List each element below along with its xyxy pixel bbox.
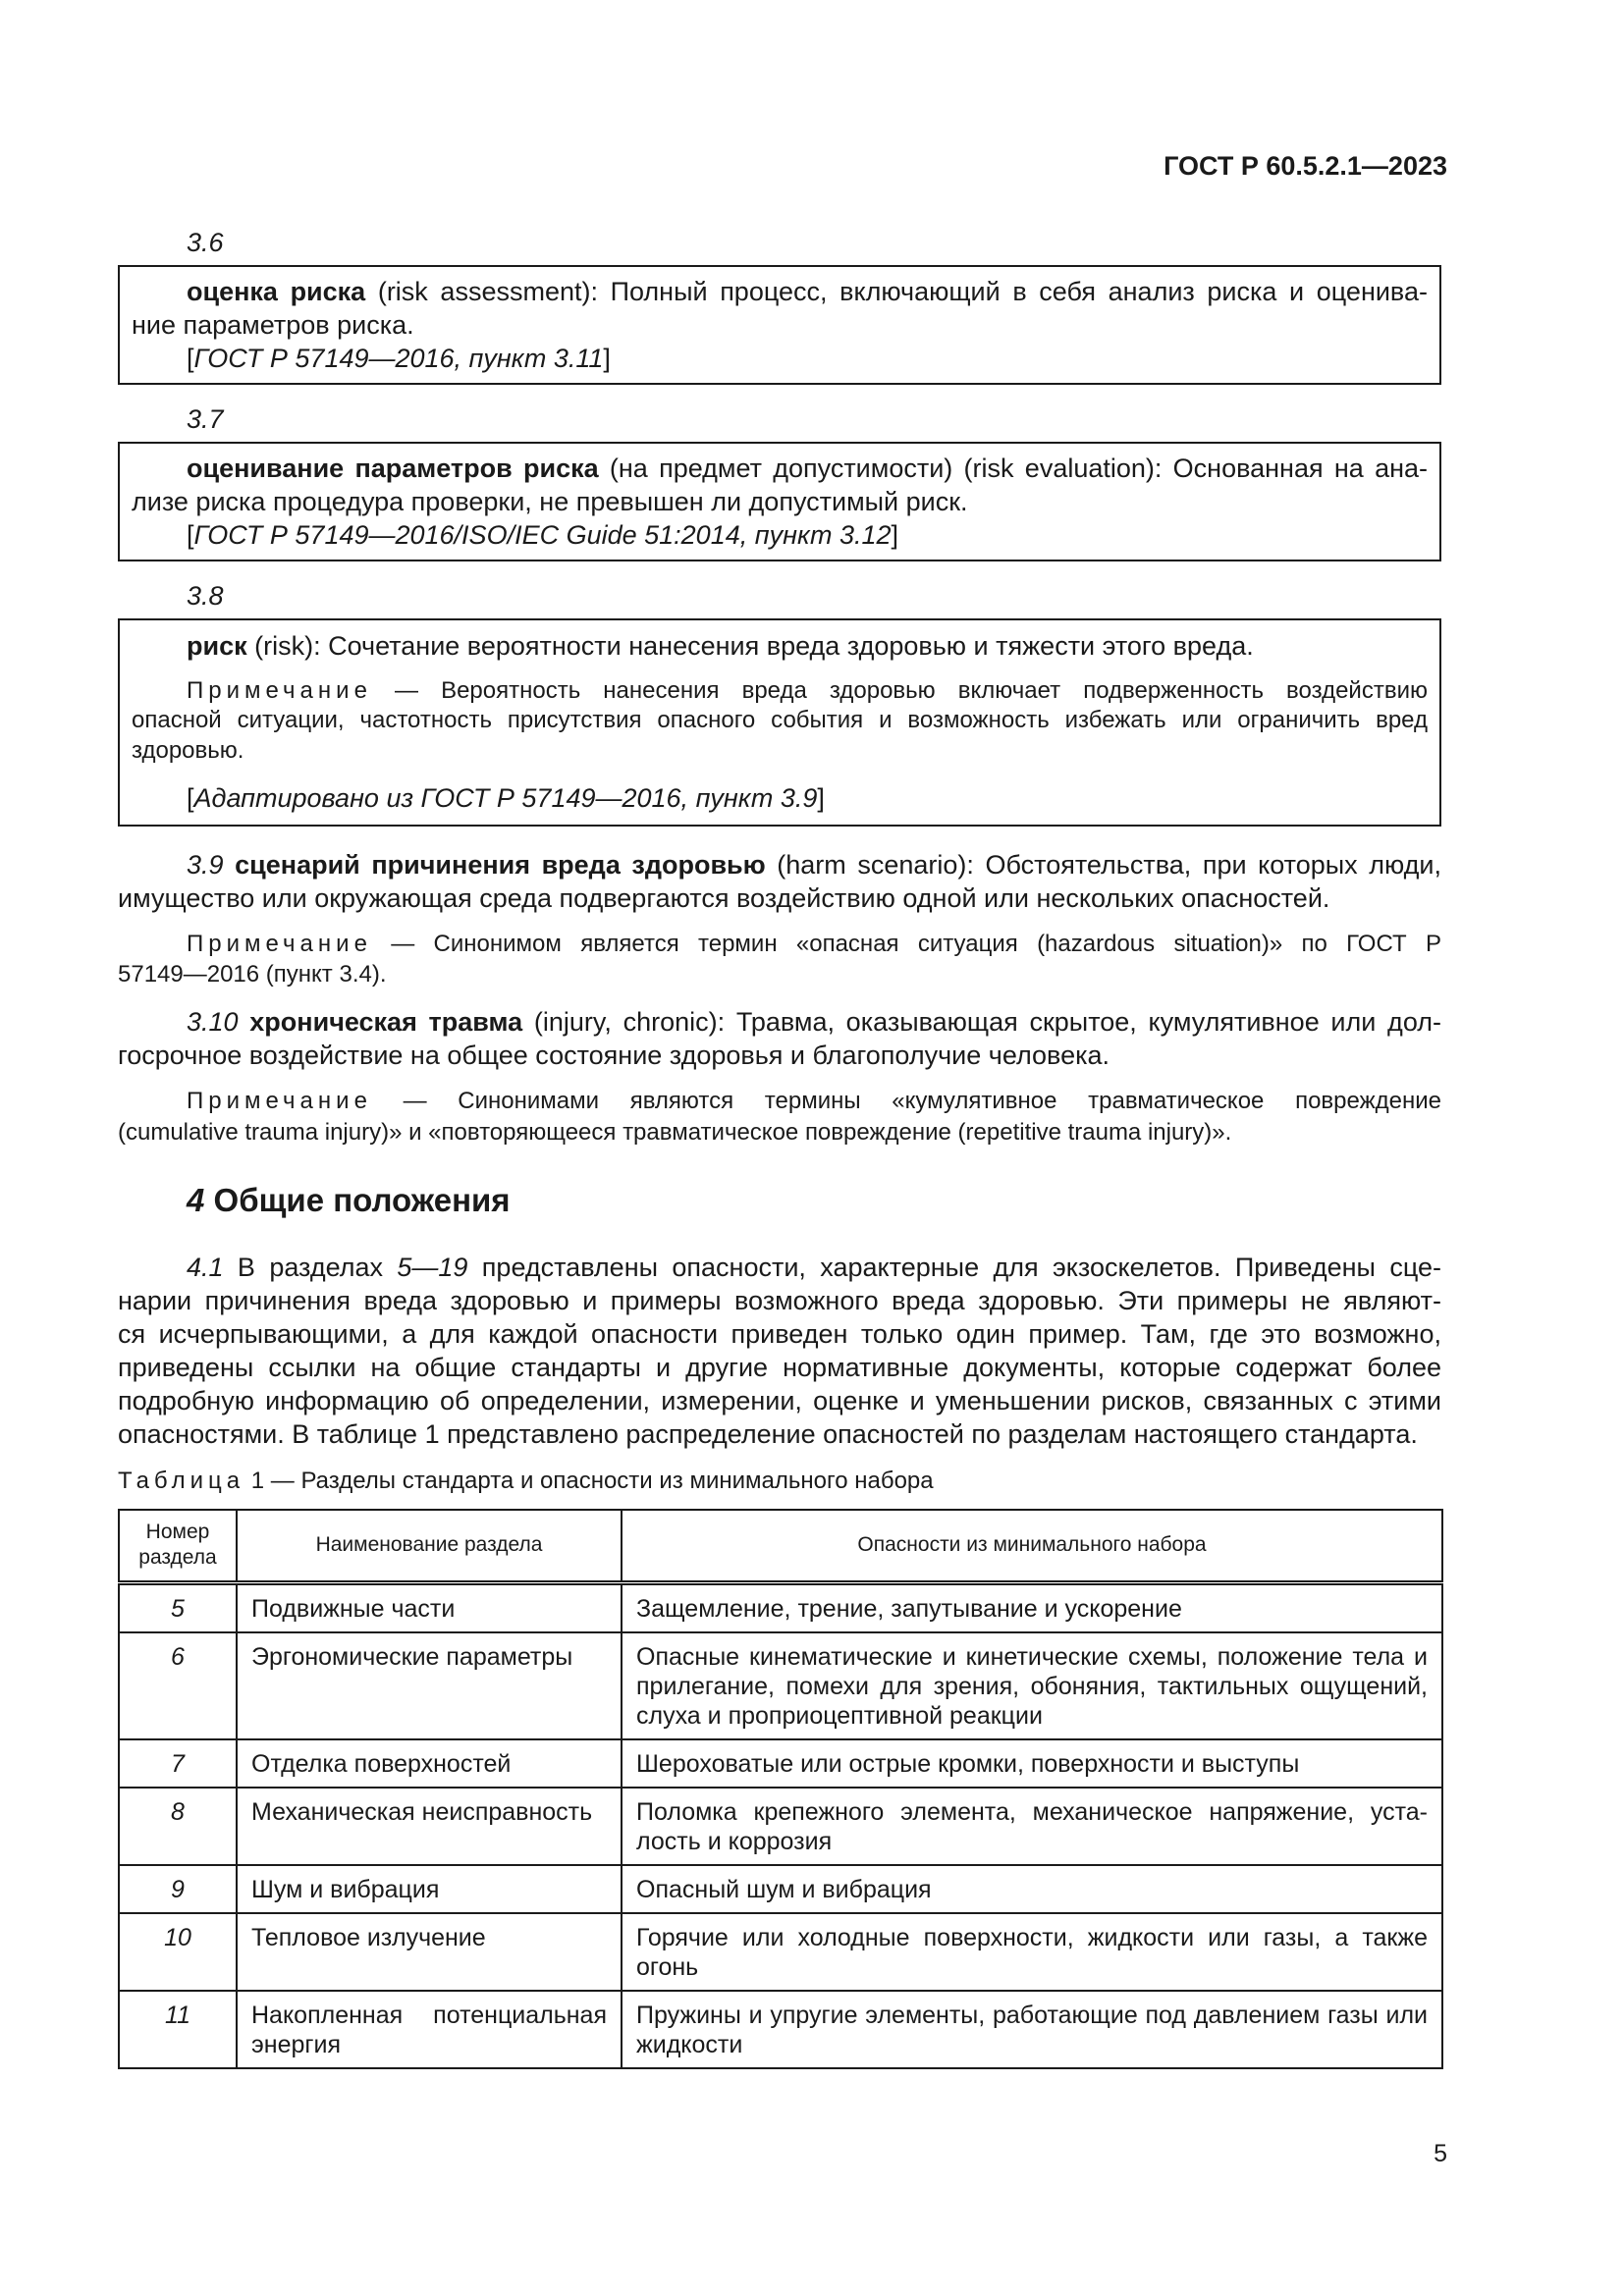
definition-line	[187, 850, 1441, 881]
table-row	[119, 1991, 1442, 2068]
table-caption-text: 1 — Разделы стандарта и опасности из минимального набора	[244, 1468, 934, 1494]
note-line: опасной ситуации, частотность присутствия опасного события и возможность избежать или ограничить вред	[132, 707, 1428, 733]
paragraph-number: 4.1	[187, 1253, 224, 1282]
term-definition-text: (risk): Сочетание вероятности нанесения вреда здоровью и тяжести этого вреда.	[246, 631, 1254, 661]
term-reference-text: Адаптировано из ГОСТ Р 57149—2016, пункт 3.9	[193, 783, 818, 813]
section-number: 4	[187, 1182, 205, 1218]
term-reference-text: ГОСТ Р 57149—2016/ISO/IEC Guide 51:2014, пункт 3.12	[193, 520, 892, 550]
definition-number: 3.10	[187, 1007, 239, 1037]
note-line: 57149—2016 (пункт 3.4).	[118, 961, 387, 988]
section-number-cell: 7	[119, 1739, 237, 1788]
column-header: Наименование раздела	[237, 1510, 622, 1582]
section-number-cell: 11	[119, 1991, 237, 2068]
term-definition-text: (risk assessment): Полный процесс, включающий в себя анализ риска и оценива-	[365, 277, 1428, 306]
sections-table	[118, 1509, 1443, 2069]
paragraph-line: нарии причинения вреда здоровью и примеры возможного вреда здоровью. Эти примеры не являют-	[118, 1286, 1441, 1315]
document-header: ГОСТ Р 60.5.2.1—2023	[1164, 151, 1447, 181]
hazards-cell: Поломка крепежного элемента, механическое напряжение, уста-лость и коррозия	[622, 1788, 1442, 1865]
section-number-cell: 6	[119, 1632, 237, 1739]
table-row	[119, 1582, 1442, 1632]
section-number-cell: 8	[119, 1788, 237, 1865]
term-reference: [ГОСТ Р 57149—2016, пункт 3.11]	[187, 344, 611, 373]
paragraph-line: опасностями. В таблице 1 представлено распределение опасностей по разделам настоящего стандарта.	[118, 1419, 1418, 1449]
paragraph-line: приведены ссылки на общие стандарты и другие нормативные документы, которые содержат более	[118, 1353, 1441, 1382]
note-text: — Синонимом является термин «опасная ситуация (hazardous situation)» по ГОСТ Р	[371, 931, 1441, 957]
term-reference-text: ГОСТ Р 57149—2016, пункт 3.11	[193, 344, 604, 373]
note-line: (cumulative trauma injury)» и «повторяющееся травматическое повреждение (repetitive trauma injury)».	[118, 1119, 1232, 1146]
definition-text: (injury, chronic): Травма, оказывающая скрытое, кумулятивное или дол-	[522, 1007, 1441, 1037]
note-line	[187, 677, 1428, 705]
definition-line: госрочное воздействие на общее состояние здоровья и благополучие человека.	[118, 1041, 1110, 1070]
section-number-cell: 10	[119, 1913, 237, 1991]
definition-line: имущество или окружающая среда подвергаются воздействию одной или нескольких опасностей.	[118, 883, 1330, 913]
term-definition-text: (на предмет допустимости) (risk evaluation): Основанная на ана-	[598, 454, 1428, 483]
term-definition-line	[187, 277, 1428, 307]
paragraph-text: В разделах	[223, 1253, 398, 1282]
paragraph-text: представлены опасности, характерные для экзоскелетов. Приведены сце-	[467, 1253, 1441, 1282]
definition-line	[187, 1007, 1441, 1038]
term-reference: [ГОСТ Р 57149—2016/ISO/IEC Guide 51:2014, пункт 3.12]	[187, 520, 899, 550]
hazards-cell: Опасный шум и вибрация	[622, 1865, 1442, 1913]
paragraph-line	[187, 1253, 1441, 1283]
term-number: 3.6	[187, 228, 224, 257]
term-reference: [Адаптировано из ГОСТ Р 57149—2016, пункт 3.9]	[187, 783, 825, 813]
table-header-row	[119, 1510, 1442, 1582]
section-name-cell: Эргономические параметры	[237, 1632, 622, 1739]
table-row	[119, 1865, 1442, 1913]
column-header: Опасности из минимального набора	[622, 1510, 1442, 1582]
hazards-cell: Шероховатые или острые кромки, поверхности и выступы	[622, 1739, 1442, 1788]
section-name-cell: Подвижные части	[237, 1582, 622, 1632]
note-label: Примечание	[187, 677, 372, 704]
term-definition-line	[187, 631, 1254, 662]
hazards-cell: Опасные кинематические и кинетические схемы, положение тела и прилегание, помехи для зрения, обоняния, тактильных ощущений, слуха и проприоцептивной реакции	[622, 1632, 1442, 1739]
hazards-cell: Горячие или холодные поверхности, жидкости или газы, а также огонь	[622, 1913, 1442, 1991]
hazards-cell: Защемление, трение, запутывание и ускорение	[622, 1582, 1442, 1632]
definition-text: (harm scenario): Обстоятельства, при которых люди,	[765, 850, 1441, 880]
term-number: 3.7	[187, 404, 224, 434]
table-row	[119, 1788, 1442, 1865]
section-number-cell: 5	[119, 1582, 237, 1632]
note-label: Примечание	[187, 931, 372, 957]
note-line	[187, 931, 1441, 958]
definition-term: хроническая травма	[249, 1007, 523, 1037]
section-number-cell: 9	[119, 1865, 237, 1913]
definition-number: 3.9	[187, 850, 224, 880]
term-title: риск	[187, 631, 247, 661]
section-name-cell: Механическая неисправность	[237, 1788, 622, 1865]
hazards-cell: Пружины и упругие элементы, работающие под давлением газы или жидкости	[622, 1991, 1442, 2068]
term-number: 3.8	[187, 581, 224, 611]
term-title: оценивание параметров риска	[187, 454, 599, 483]
section-name-cell: Отделка поверхностей	[237, 1739, 622, 1788]
section-name-cell: Тепловое излучение	[237, 1913, 622, 1991]
section-title: Общие положения	[204, 1182, 511, 1218]
definition-term: сценарий причинения вреда здоровью	[235, 850, 766, 880]
section-name-cell: Накопленная потенциальная энергия	[237, 1991, 622, 2068]
table-row	[119, 1913, 1442, 1991]
table-row	[119, 1632, 1442, 1739]
note-text: — Синонимами являются термины «кумулятивное травматическое повреждение	[371, 1088, 1441, 1114]
table-caption	[118, 1468, 934, 1495]
paragraph-line: ся исчерпывающими, а для каждой опасности приведен только один пример. Там, где это возможно,	[118, 1319, 1441, 1349]
column-header: Номер раздела	[119, 1510, 237, 1582]
note-text: — Вероятность нанесения вреда здоровью включает подверженность воздействию	[371, 677, 1428, 704]
section-heading	[187, 1182, 511, 1219]
paragraph-line: подробную информацию об определении, измерении, оценке и уменьшении рисков, связанных с этими	[118, 1386, 1441, 1415]
note-label: Примечание	[187, 1088, 372, 1114]
table-caption-label: Таблица	[118, 1468, 245, 1494]
section-range-ref: 5—19	[397, 1253, 468, 1282]
term-definition-line: ние параметров риска.	[132, 310, 414, 340]
page-number: 5	[1434, 2140, 1447, 2167]
term-definition-line	[187, 454, 1428, 484]
note-line	[187, 1088, 1441, 1115]
term-definition-line: лизе риска процедура проверки, не превышен ли допустимый риск.	[132, 487, 968, 516]
note-line: здоровью.	[132, 737, 244, 764]
section-name-cell: Шум и вибрация	[237, 1865, 622, 1913]
table-row	[119, 1739, 1442, 1788]
term-title: оценка риска	[187, 277, 366, 306]
